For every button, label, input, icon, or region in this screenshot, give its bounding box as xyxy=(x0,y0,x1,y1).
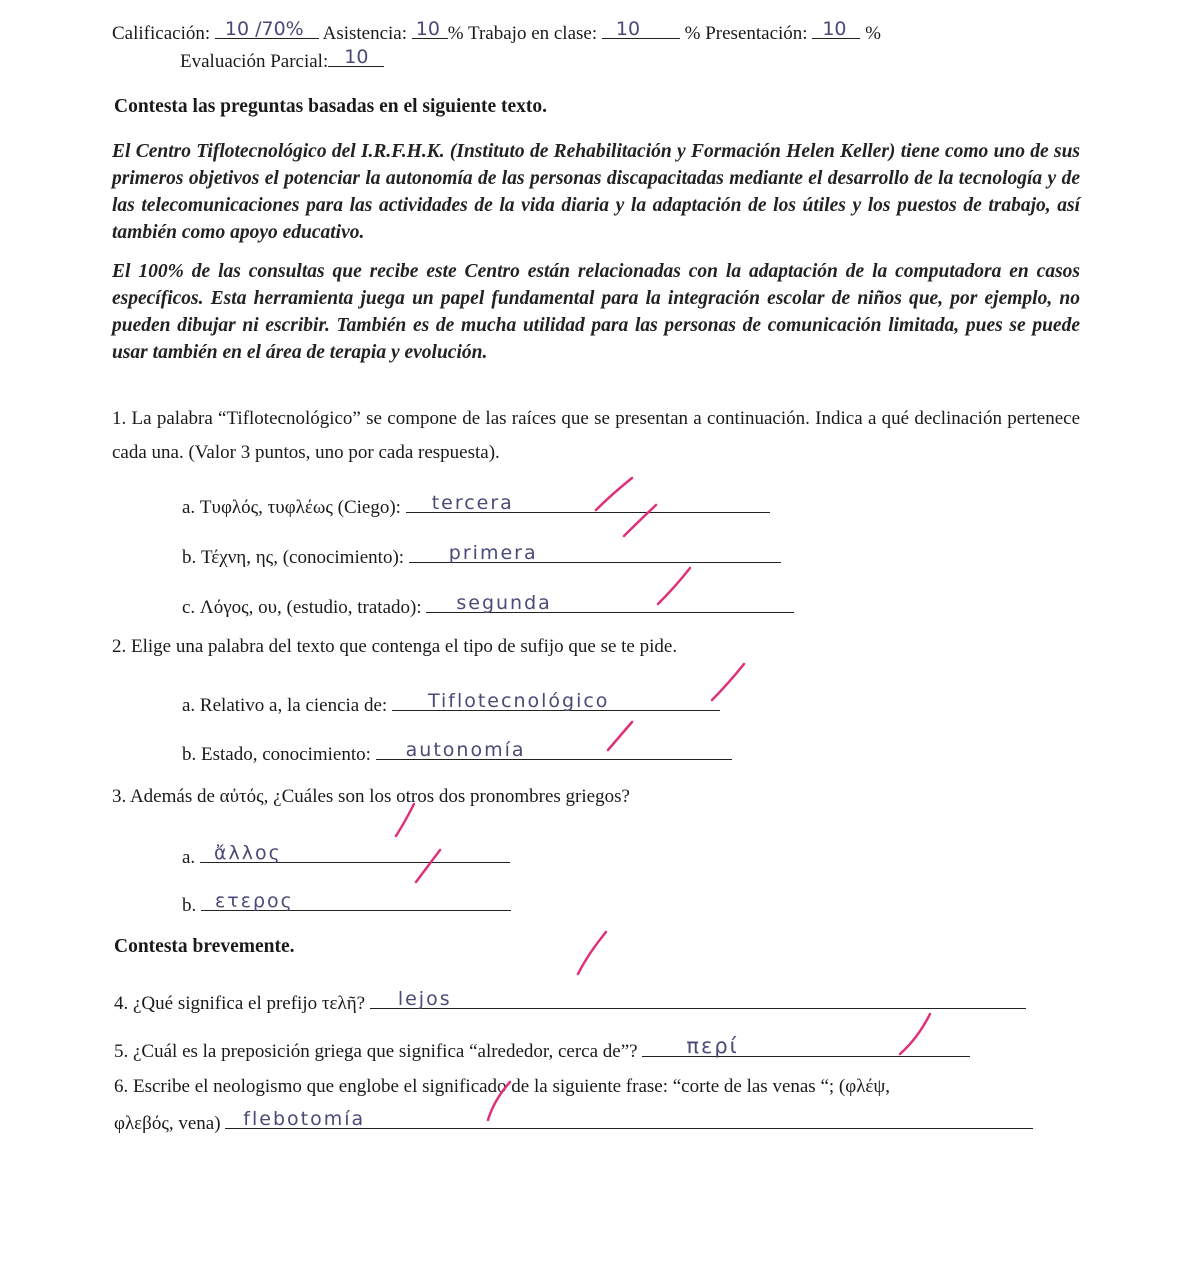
instructions-heading: Contesta las preguntas basadas en el siguiente texto. xyxy=(114,96,547,117)
attendance-pct: % xyxy=(447,23,464,44)
question-6-line-2 xyxy=(114,1106,1033,1135)
answer-3a: ἄλλος xyxy=(213,842,282,864)
answer-2a: Tiflotecnológico xyxy=(427,690,610,712)
question-5 xyxy=(114,1034,970,1063)
grade-blank xyxy=(215,16,319,39)
question-3a xyxy=(182,840,510,869)
partial-value: 10 xyxy=(344,46,369,68)
section-2-heading: Contesta brevemente. xyxy=(114,936,295,957)
grade-value: 10 /70% xyxy=(224,18,304,40)
question-6-line-1: 6. Escribe el neologismo que englobe el significado de la siguiente frase: “corte de las venas “; (φλέψ, xyxy=(114,1076,891,1097)
question-2a-label: a. Relativo a, la ciencia de: xyxy=(182,695,388,716)
question-3a-label: a. xyxy=(182,847,196,868)
answer-6-blank xyxy=(225,1106,1033,1129)
answer-5-blank xyxy=(642,1034,970,1057)
answer-1b: primera xyxy=(448,542,538,564)
question-6-prompt-end: φλεβός, vena) xyxy=(114,1113,221,1134)
answer-3b: ετερος xyxy=(215,890,294,912)
answer-4: lejos xyxy=(397,988,452,1010)
answer-1c: segunda xyxy=(456,592,552,614)
answer-5: περί xyxy=(686,1034,739,1058)
question-1c xyxy=(182,590,794,619)
question-2b xyxy=(182,737,732,766)
presentation-pct: % xyxy=(865,23,881,44)
reading-paragraph-2: El 100% de las consultas que recibe este Centro están relacionadas con la adaptación de la computadora en casos específicos. Esta herramienta juega un papel fundamental para la integración escolar de niños que, por ejemplo, no pueden dibujar ni escribir. También es de mucha utilidad para las personas de comunicación limitada, pues se puede usar también en el área de terapia y evolución. xyxy=(112,261,1080,363)
question-1b xyxy=(182,540,781,569)
question-3b-label: b. xyxy=(182,895,197,916)
classwork-value: 10 xyxy=(615,18,641,40)
answer-1c-blank xyxy=(426,590,794,613)
question-1b-label: b. Τέχνη, ης, (conocimiento): xyxy=(182,547,405,568)
question-5-prompt: 5. ¿Cuál es la preposición griega que significa “alrededor, cerca de”? xyxy=(114,1041,638,1062)
attendance-blank xyxy=(412,16,448,39)
answer-3b-blank xyxy=(201,888,511,911)
question-1-prompt: 1. La palabra “Tiflotecnológico” se compone de las raíces que se presentan a continuación. Indica a qué declinación pertenece cada una. (Valor 3 puntos, uno por cada respuesta). xyxy=(112,408,1080,463)
classwork-label: Trabajo en clase: xyxy=(468,23,598,44)
question-3-prompt: 3. Además de αὐτός, ¿Cuáles son los otros dos pronombres griegos? xyxy=(112,786,630,807)
partial-header xyxy=(180,44,384,73)
question-1a xyxy=(182,490,770,519)
answer-4-blank xyxy=(370,986,1026,1009)
answer-1b-blank xyxy=(409,540,781,563)
attendance-value: 10 xyxy=(415,18,440,40)
checkmark-icon xyxy=(578,932,606,974)
classwork-blank xyxy=(602,16,680,39)
attendance-label: Asistencia: xyxy=(322,23,408,44)
presentation-blank xyxy=(812,16,860,39)
reading-paragraph-1: El Centro Tiflotecnológico del I.R.F.H.K. (Instituto de Rehabilitación y Formación Helen Keller) tiene como uno de sus primeros objetivos el potenciar la autonomía de las personas discapacitadas mediante el desarrollo de la tecnología y de las telecomunicaciones para las actividades de la vida diaria y la adaptación de los útiles y los puestos de trabajo, así también como apoyo educativo. xyxy=(112,141,1080,243)
answer-2a-blank xyxy=(392,688,720,711)
grade-header xyxy=(112,16,881,45)
answer-1a-blank xyxy=(406,490,770,513)
checkmark-icon xyxy=(396,804,414,836)
question-2b-label: b. Estado, conocimiento: xyxy=(182,744,371,765)
partial-label: Evaluación Parcial: xyxy=(180,51,329,72)
question-4-prompt: 4. ¿Qué significa el prefijo τελῆ? xyxy=(114,993,366,1014)
question-4 xyxy=(114,986,1026,1015)
answer-2b-blank xyxy=(376,737,732,760)
grade-label: Calificación: xyxy=(112,23,211,44)
question-1a-label: a. Τυφλός, τυφλέως (Ciego): xyxy=(182,497,401,518)
answer-2b: autonomía xyxy=(405,739,526,761)
question-3b xyxy=(182,888,511,917)
question-1c-label: c. Λόγος, ου, (estudio, tratado): xyxy=(182,597,422,618)
question-2-prompt: 2. Elige una palabra del texto que contenga el tipo de sufijo que se te pide. xyxy=(112,636,678,657)
question-2a xyxy=(182,688,720,717)
presentation-value: 10 xyxy=(822,18,847,40)
answer-1a: tercera xyxy=(431,492,514,514)
classwork-pct: % Presentación: xyxy=(684,23,808,44)
answer-6: flebotomía xyxy=(243,1108,366,1130)
answer-3a-blank xyxy=(200,840,510,863)
partial-blank xyxy=(328,44,384,67)
